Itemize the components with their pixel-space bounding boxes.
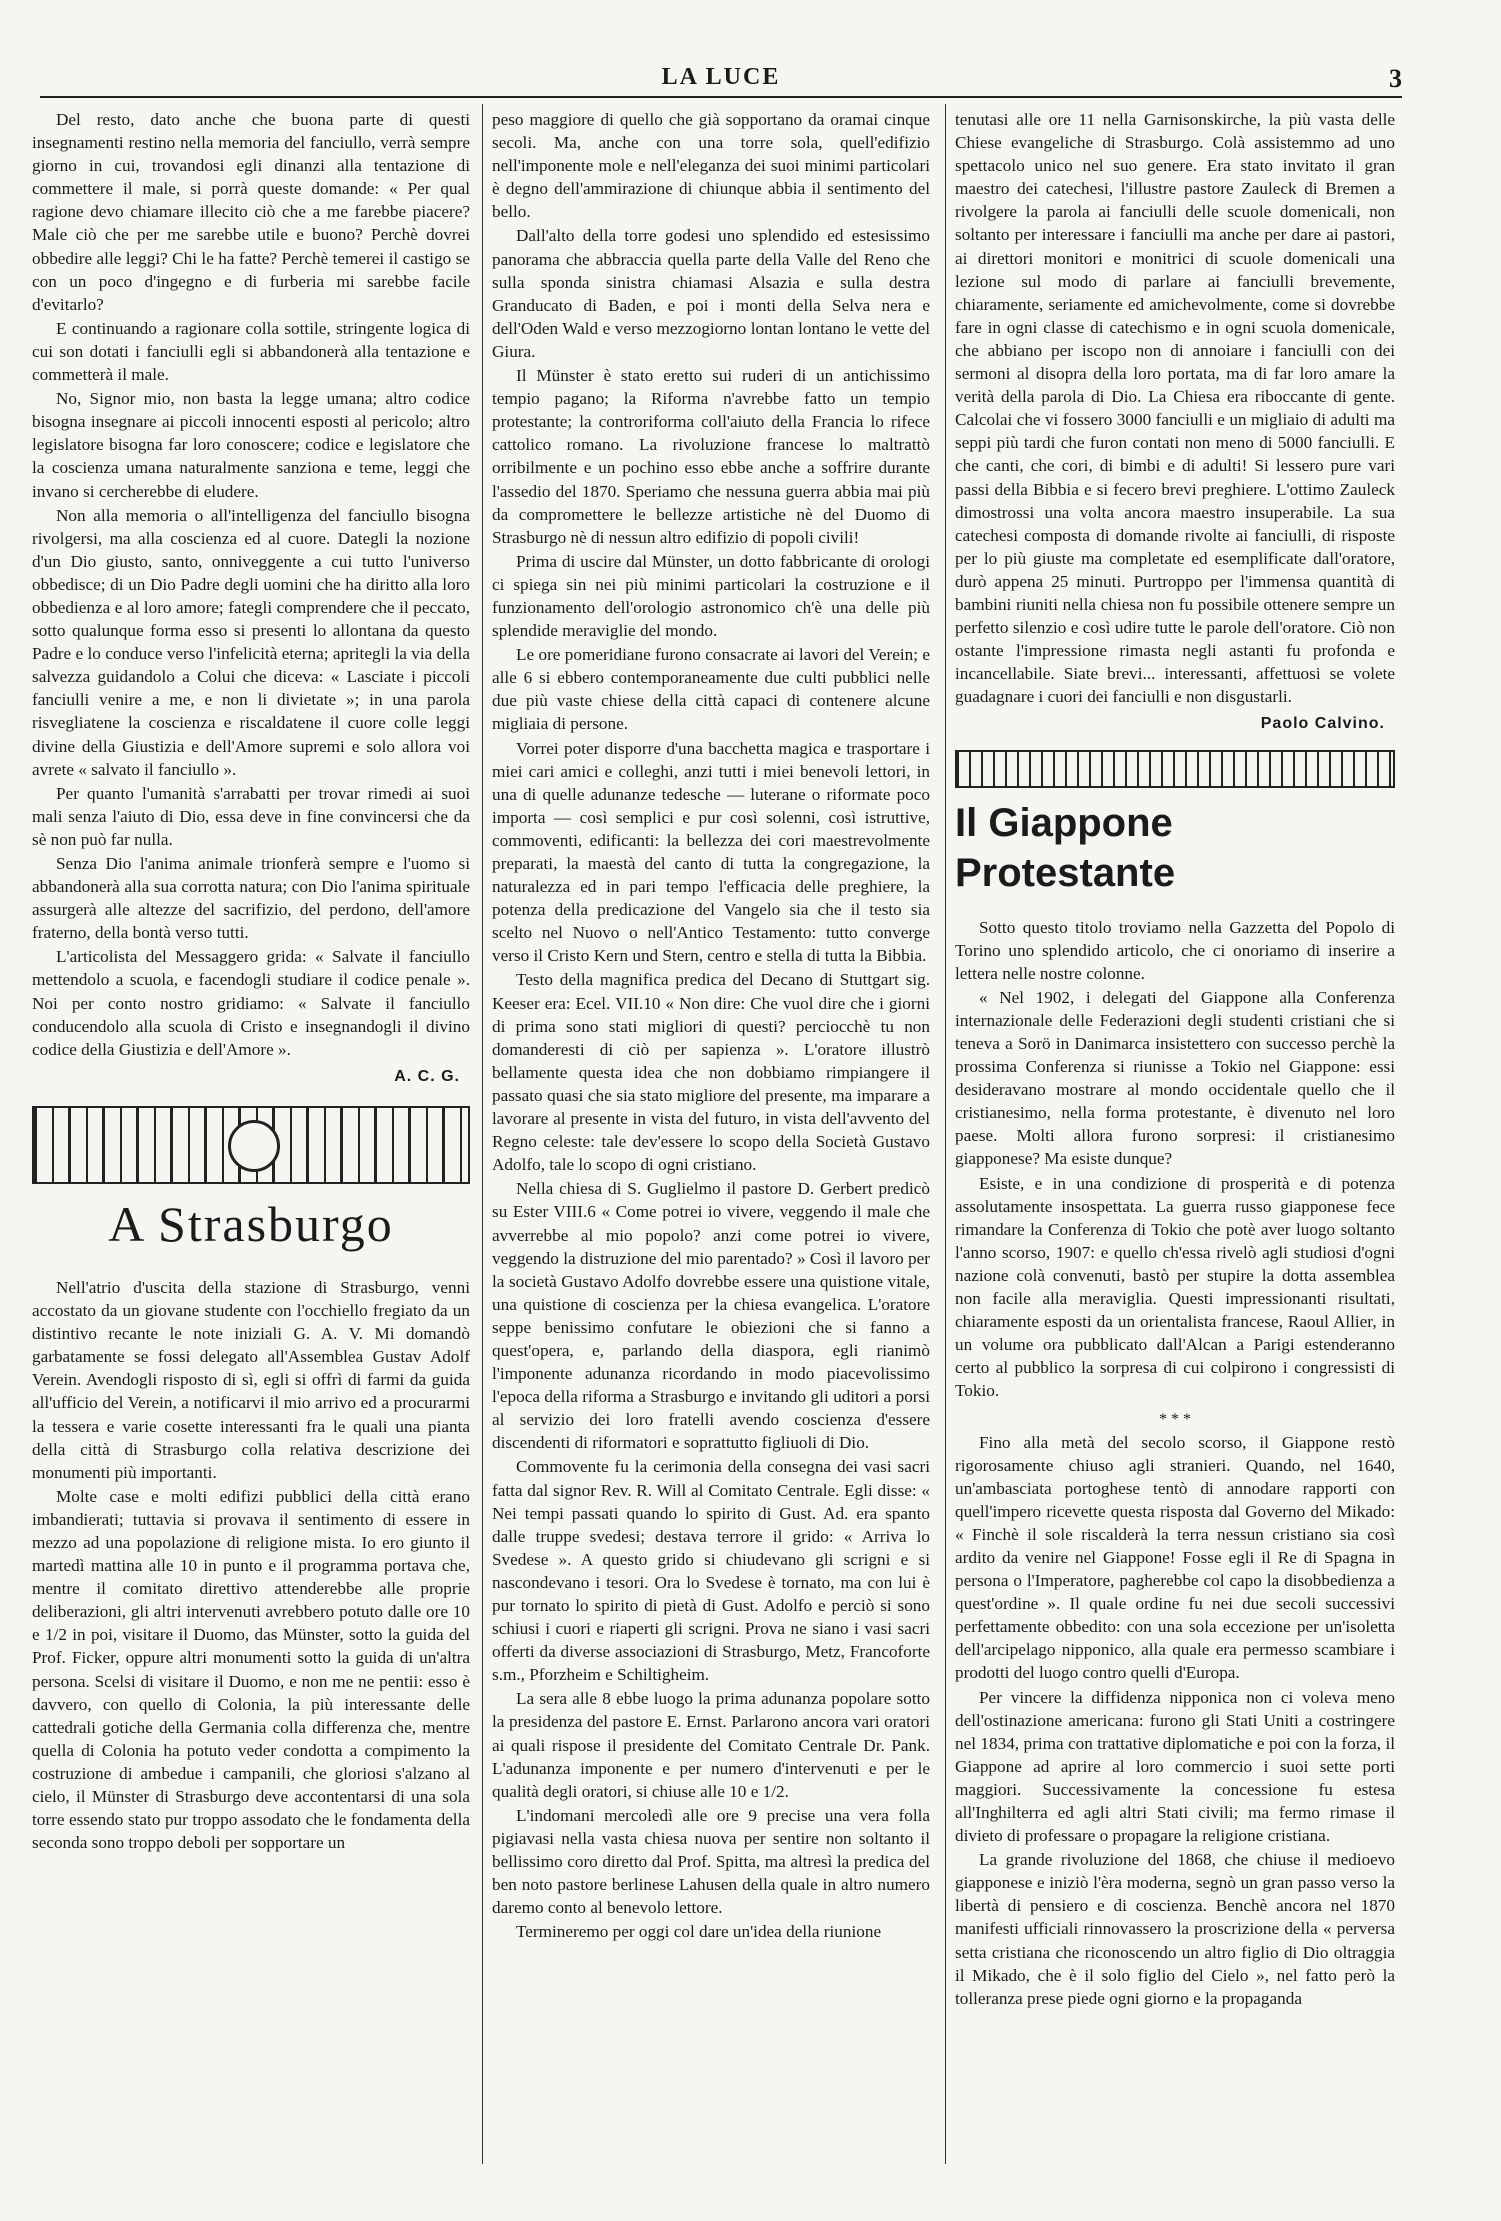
paragraph: Termineremo per oggi col dare un'idea della riunione xyxy=(516,1922,882,1942)
paragraph: E continuando a ragionare colla sottile, stringente logica di cui son dotati i fanciulli egli si abbandonerà alla tentazione e commetterà il male. xyxy=(32,318,470,385)
paragraph: L'indomani mercoledì alle ore 9 precise una vera folla pigiavasi nella vasta chiesa nuova per sentire non soltanto il bellissimo coro diretto dal Prof. Spitta, ma altresì la predica del ben noto pastore berlinese Lahusen della quale in altro numero daremo conto al benevolo lettore. xyxy=(492,1805,930,1918)
paragraph: Testo della magnifica predica del Decano di Stuttgart sig. Keeser era: Ecel. VII.10 « Non dire: Che vuol dire che i giorni di prima sono stati migliori di questi? perciocchè tu non domanderesti di ciò per sapienza ». L'oratore illustrò bellamente questa idea che non dobbiamo rimpiangere il passato quasi che sia stato migliore del presente, ma imparare a lavorare al presente in vista del futuro, in vista dell'avvento del Regno celeste: tale dev'essere lo scopo della Società Gustavo Adolfo, tale lo scopo di ogni cristiano. xyxy=(492,970,930,1175)
column-2 xyxy=(492,108,930,1944)
paragraph: « Nel 1902, i delegati del Giappone alla Conferenza internazionale delle Federazioni degli studenti cristiani che si teneva a Sorö in Danimarca insistettero con successo perchè la prossima Conferenza si riunisse a Tokio nel Giappone: essi desideravano mostrare al mondo occidentale quello che il cristianesimo, nella forma protestante, è divenuto nel loro paese. Molti allora furono sorpresi: il cristianesimo giapponese? Ma esiste dunque? xyxy=(955,987,1395,1169)
paragraph: Prima di uscire dal Münster, un dotto fabbricante di orologi ci spiega sin nei più minimi particolari la costruzione e il funzionamento dell'orologio astronomico ch'è una delle più splendide meraviglie del mondo. xyxy=(492,551,930,641)
column-1 xyxy=(32,108,470,1855)
paragraph: Nella chiesa di S. Guglielmo il pastore D. Gerbert predicò su Ester VIII.6 « Come potrei io vivere, veggendo il male che avverrebbe al mio popolo? anzi come potrei io vivere, veggendo la distruzione del mio parentado? » Così il lavoro per la società Gustavo Adolfo dovrebbe essere una quistione vitale, una quistione di coscienza per la chiesa evangelica. L'oratore seppe benissimo confutare le obiezioni che si fanno a quest'opera, e, parlando della diaspora, egli rianimò l'imponente adunanza ricordando in modo piacevolissimo l'epoca della riforma a Strasburgo e invitando gli uditori a porsi al servizio dei loro fratelli avendo coscienza d'essere discendenti di riformatori e soprattutto figliuoli di Dio. xyxy=(492,1179,930,1453)
paragraph: Le ore pomeridiane furono consacrate ai lavori del Verein; e alle 6 si ebbero contemporaneamente due culti pubblici nelle due più vaste chiese della città capaci di contenere alcune migliaia di persone. xyxy=(492,645,930,734)
paragraph: Sotto questo titolo troviamo nella Gazzetta del Popolo di Torino uno splendido articolo, che ci onoriamo di inserire a lettera nelle nostre colonne. xyxy=(955,917,1395,983)
column-3 xyxy=(955,108,1395,2011)
author-signature: Paolo Calvino. xyxy=(1260,715,1385,733)
paragraph: L'articolista del Messaggero grida: « Salvate il fanciullo mettendolo a scuola, e facendogli studiare il codice penale ». Noi per conto nostro gridiamo: « Salvate il fanciullo conducendolo alla scuola di Cristo e insegnandogli il divino codice della Giustizia e dell'Amore ». xyxy=(32,947,470,1059)
column-rule xyxy=(482,104,483,2164)
paragraph: No, Signor mio, non basta la legge umana; altro codice bisogna insegnare ai piccoli innocenti esposti al pericolo; altro legislatore bisogna far loro conoscere; codice e legislatore che la coscienza umana naturalmente sanziona e teme, leggi che invano si cercherebbe di eludere. xyxy=(32,389,470,501)
column-rule xyxy=(945,104,946,2164)
article-title: Il Giappone Protestante xyxy=(955,800,1176,895)
paragraph: Commovente fu la cerimonia della consegna dei vasi sacri fatta dal signor Rev. R. Will al Comitato Centrale. Egli disse: « Nei tempi passati quando lo spirito di Gust. Ad. era spanto dalle truppe svedesi; destava terrore il grido: « Arriva lo Svedese ». A questo grido si chiudevano gli scrigni e si nascondevano i tesori. Ora lo Svedese è tornato, ma con lui è pur tornato lo spirito di pietà di Gust. Adolfo e perciò si sono schiusi i cuori e riaperti gli scrigni. Prova ne siano i vasi sacri offerti da diverse associazioni di Strasburgo, Metz, Francoforte s.m., Pforzheim e Schiltigheim. xyxy=(492,1457,930,1685)
page-header xyxy=(40,62,1402,98)
paragraph: Il Münster è stato eretto sui ruderi di un antichissimo tempio pagano; la Riforma n'avrebbe fatto un tempio protestante; la controriforma coll'aiuto della Francia lo rifece cattolico romano. La rivoluzione francese lo maltrattò orribilmente e un pochino esso ebbe anche a soffrire durante l'assedio del 1870. Speriamo che nessuna guerra abbia mai più da compromettere le bellezze artistiche nè del Duomo di Strasburgo nè di nessun altro edifizio di popoli civili! xyxy=(492,366,930,547)
article-title: A Strasburgo xyxy=(108,1195,394,1252)
rosette-icon xyxy=(228,1120,280,1172)
paragraph: tenutasi alle ore 11 nella Garnisonskirche, la più vasta delle Chiese evangeliche di Strasburgo. Colà assistemmo ad uno spettacolo unico nel suo genere. Era stato invitato il gran maestro dei catechesi, l'illustre pastore Zauleck di Bremen a rivolgere la parola ai fanciulli delle scuole domenicali, non soltanto per interessare i fanciulli ma anche per dare ai pastori, ai direttori monitori e monitrici di scuole domenicali una lezione sul modo di parlare ai fanciulli brevemente, chiaramente, seriamente ed amichevolmente, come si dovrebbe fare in ogni classe di catechismo e in ogni scuola domenicale, che abbiano per iscopo non di annoiare i fanciulli con dei sermoni al disopra della loro portata, ma di far loro amare la verità della parola di Dio. La Chiesa era riboccante di gente. Calcolai che vi fossero 3000 fanciulli e un migliaio di adulti ma seppi più tardi che furon contati non meno di 5000 fanciulli. E che canti, che cori, di bimbi e di adulti! Si lessero pure vari passi della Bibbia e si fecero brevi preghiere. L'ottimo Zauleck dimostrossi una volta ancora maestro insuperabile. La sua catechesi composta di domande rivolte ai fanciulli, di risposte per lo più giuste ma completate ed esemplificate dall'oratore, durò appena 25 minuti. Purtroppo per l'immensa quantità di bambini riuniti nella chiesa non fu possibile ottenere sempre un perfetto silenzio e così udire tutte le parole dell'oratore. Ciò non ostante l'impressione rimasta negli astanti fu profonda e incancellabile. Siate brevi... interessanti, affettuosi se volete guadagnare i cuori dei fanciulli e non disgustarli. xyxy=(955,110,1395,707)
paragraph: Senza Dio l'anima animale trionferà sempre e l'uomo si abbandonerà alla sua corrotta natura; con Dio l'anima spirituale assurgerà alle altezze del sacrifizio, del perdono, dell'amore fraterno, della bontà verso tutti. xyxy=(32,854,470,943)
paragraph: Molte case e molti edifizi pubblici della città erano imbandierati; tuttavia si provava il sentimento di essere in mezzo ad una popolazione di religione mista. Io ero giunto il martedì mattina alle 10 in punto e il programma portava che, mentre il comitato direttivo attenderebbe alle proprie deliberazioni, gli altri intervenuti avrebbero potuto dalle ore 10 e 1/2 in poi, visitare il Duomo, das Münster, sotto la guida del Prof. Ficker, oppure altri monumenti sotto la guida di un'altra persona. Scelsi di visitare il Duomo, e non me ne pentii: esso è davvero, con quello di Colonia, la più interessante delle cattedrali gotiche della Germania colla differenza che, mentre quella di Colonia ha potuto veder condotta a compimento la costruzione di ambedue i campanili, che gloriosi s'alzano al cielo, il Münster di Strasburgo deve accontentarsi di una sola torre essendo stato pur troppo assodato che le fondamenta della seconda sono troppo deboli per sopportare un xyxy=(32,1486,470,1853)
paragraph: Vorrei poter disporre d'una bacchetta magica e trasportare i miei cari amici e colleghi, anzi tutti i miei benevoli lettori, in una di quelle adunanze tedesche — luterane o riformate poco importa — così semplici e pur così solenni, così istruttive, commoventi, edificanti: la bellezza dei cori maestrevolmente preparati, la maestà del canto di tutta la congregazione, la naturalezza ed in pari tempo l'efficacia delle preghiere, la potenza della predicazione del Vangelo sia che il testo sia scelto nel Nuovo o nell'Antico Testamento: tutto converge verso il Cristo Kern und Stern, centro e stella di tutta la Bibbia. xyxy=(492,738,930,966)
decorative-ornament xyxy=(32,1106,470,1184)
newspaper-title: LA LUCE xyxy=(661,64,781,90)
paragraph: peso maggiore di quello che già sopportano da oramai cinque secoli. Ma, anche con una torre sola, quell'edifizio nell'imponente mole e nell'eleganza dei suoi minimi particolari è degno dell'ammirazione di chiunque abbia il sentimento del bello. xyxy=(492,110,930,222)
paragraph: Per vincere la diffidenza nipponica non ci voleva meno dell'ostinazione americana: furono gli Stati Uniti a costringere nel 1834, prima con trattative diplomatiche e poi con la forza, il Giappone ad aprire al loro commercio i suoi sette porti maggiori. Successivamente la concessione fu estesa all'Inghilterra ed agli altri Stati civili; ma fermo rimase il divieto di professare o propagare la religione cristiana. xyxy=(955,1687,1395,1846)
page-number: 3 xyxy=(1389,64,1402,93)
paragraph: Fino alla metà del secolo scorso, il Giappone restò rigorosamente chiuso agli stranieri. Quando, nel 1640, un'ambasciata portoghese tentò di annodare rapporti con quell'impero ricevette questa risposta dal Governo del Mikado: « Finchè il sole riscalderà la terra nessun cristiano sia così ardito da venire nel Giappone! Fosse egli il Re di Spagna in persona o l'Imperatore, pagherebbe col capo la disobbedienza a quest'ordine ». Il quale ordine fu nei due secoli successivi perfettamente obbedito: con una sola eccezione per un'isoletta dell'arcipelago nipponico, alla quale era permesso scambiare i prodotti del luogo contro quelli d'Europa. xyxy=(955,1432,1395,1683)
paragraph: Dall'alto della torre godesi uno splendido ed estesissimo panorama che abbraccia quella parte della Valle del Reno che sulla sponda sinistra chiamasi Alsazia e sulla destra Granducato di Baden, e poi i monti della Selva nera e dell'Oden Wald e verso mezzogiorno lontan lontano le vette del Giura. xyxy=(492,226,930,361)
section-stars: * * * xyxy=(1159,1410,1191,1428)
paragraph: Per quanto l'umanità s'arrabatti per trovar rimedi ai suoi mali senza l'aiuto di Dio, essa deve in fine convincersi che da sè non può far nulla. xyxy=(32,783,470,849)
paragraph: Esiste, e in una condizione di prosperità e di potenza assolutamente insospettata. La guerra russo giapponese fece rimandare la Conferenza di Tokio che potè aver luogo soltanto l'anno scorso, 1907: e quello ch'essa rivelò agli studiosi d'ogni nazione colà convenuti, bastò per stupire la dotta assemblea non facile alla meraviglia. Questi impressionanti risultati, chiaramente esposti da un orientalista francese, Raoul Allier, in un volume ora pubblicato dall'Alcan a Parigi estenderanno certo al pubblico la sorpresa di cui colpirono i congressisti di Tokio. xyxy=(955,1173,1395,1401)
paragraph: Non alla memoria o all'intelligenza del fanciullo bisogna rivolgersi, ma alla coscienza ed al cuore. Dategli la nozione d'un Dio giusto, santo, onniveggente a cui tutto l'universo obbedisce; di un Dio Padre degli uomini che ha diritto alla loro obbedienza e al loro amore; fategli comprendere che il peccato, sotto qualunque forma esso si presenti lo allontana da questo Padre e lo conduce verso l'infelicità eterna; apritegli la via della salvezza guidandolo a Colui che diceva: « Lasciate i piccoli fanciulli venire a me, e non li divietate »; in una parola risvegliatene la coscienza e riscaldatene il cuore colle leggi divine della Giustizia e dell'Amore supremi e solo allora voi avrete « salvato il fanciullo ». xyxy=(32,505,470,779)
paragraph: La grande rivoluzione del 1868, che chiuse il medioevo giapponese e iniziò l'èra moderna, segnò un gran passo verso la libertà di pensiero e di coscienza. Benchè ancora nel 1870 manifesti ufficiali rinnovassero la proscrizione della « perversa setta cristiana che riconoscendo un altro figlio di Dio oltraggia il Mikado, che è il solo figlio del Cielo », nel fatto però la tolleranza prese piede ogni giorno e la propaganda xyxy=(955,1850,1395,2008)
paragraph: Del resto, dato anche che buona parte di questi insegnamenti restino nella memoria del fanciullo, verrà sempre giorno in cui, trovandosi egli dinanzi alla tentazione di commettere il male, si porrà queste domande: « Per qual ragione devo chiamare illecito ciò che a me farebbe piacere? Male ciò che per me sarebbe utile e buono? Perchè dovrei obbedire alle leggi? Chi le ha fatte? Perchè temerei il castigo se con un poco d'ingegno e di furberia mi sarebbe facile d'evitarlo? xyxy=(32,110,470,314)
paragraph: La sera alle 8 ebbe luogo la prima adunanza popolare sotto la presidenza del pastore E. Ernst. Parlarono ancora vari oratori ai quali rispose il presidente del Comitato Centrale Dr. Pank. L'adunanza imponente e per numero d'intervenuti e per le qualità degli oratori, si chiuse alle 10 e 1/2. xyxy=(492,1689,930,1801)
paragraph: Nell'atrio d'uscita della stazione di Strasburgo, venni accostato da un giovane studente con l'occhiello fregiato da un distintivo recante le note iniziali G. A. V. Mi domandò garbatamente se fossi delegato all'Assemblea Gustav Adolf Verein. Avendogli risposto di sì, egli si offrì di farmi da guida all'ufficio del Verein, a notificarvi il mio arrivo ed a procurarmi la tessera e varie cosette interessanti fra le quali una pianta della città di Strasburgo colla relativa descrizione dei monumenti più importanti. xyxy=(32,1277,470,1482)
decorative-ornament xyxy=(955,750,1395,788)
author-signature: A. C. G. xyxy=(394,1067,460,1085)
